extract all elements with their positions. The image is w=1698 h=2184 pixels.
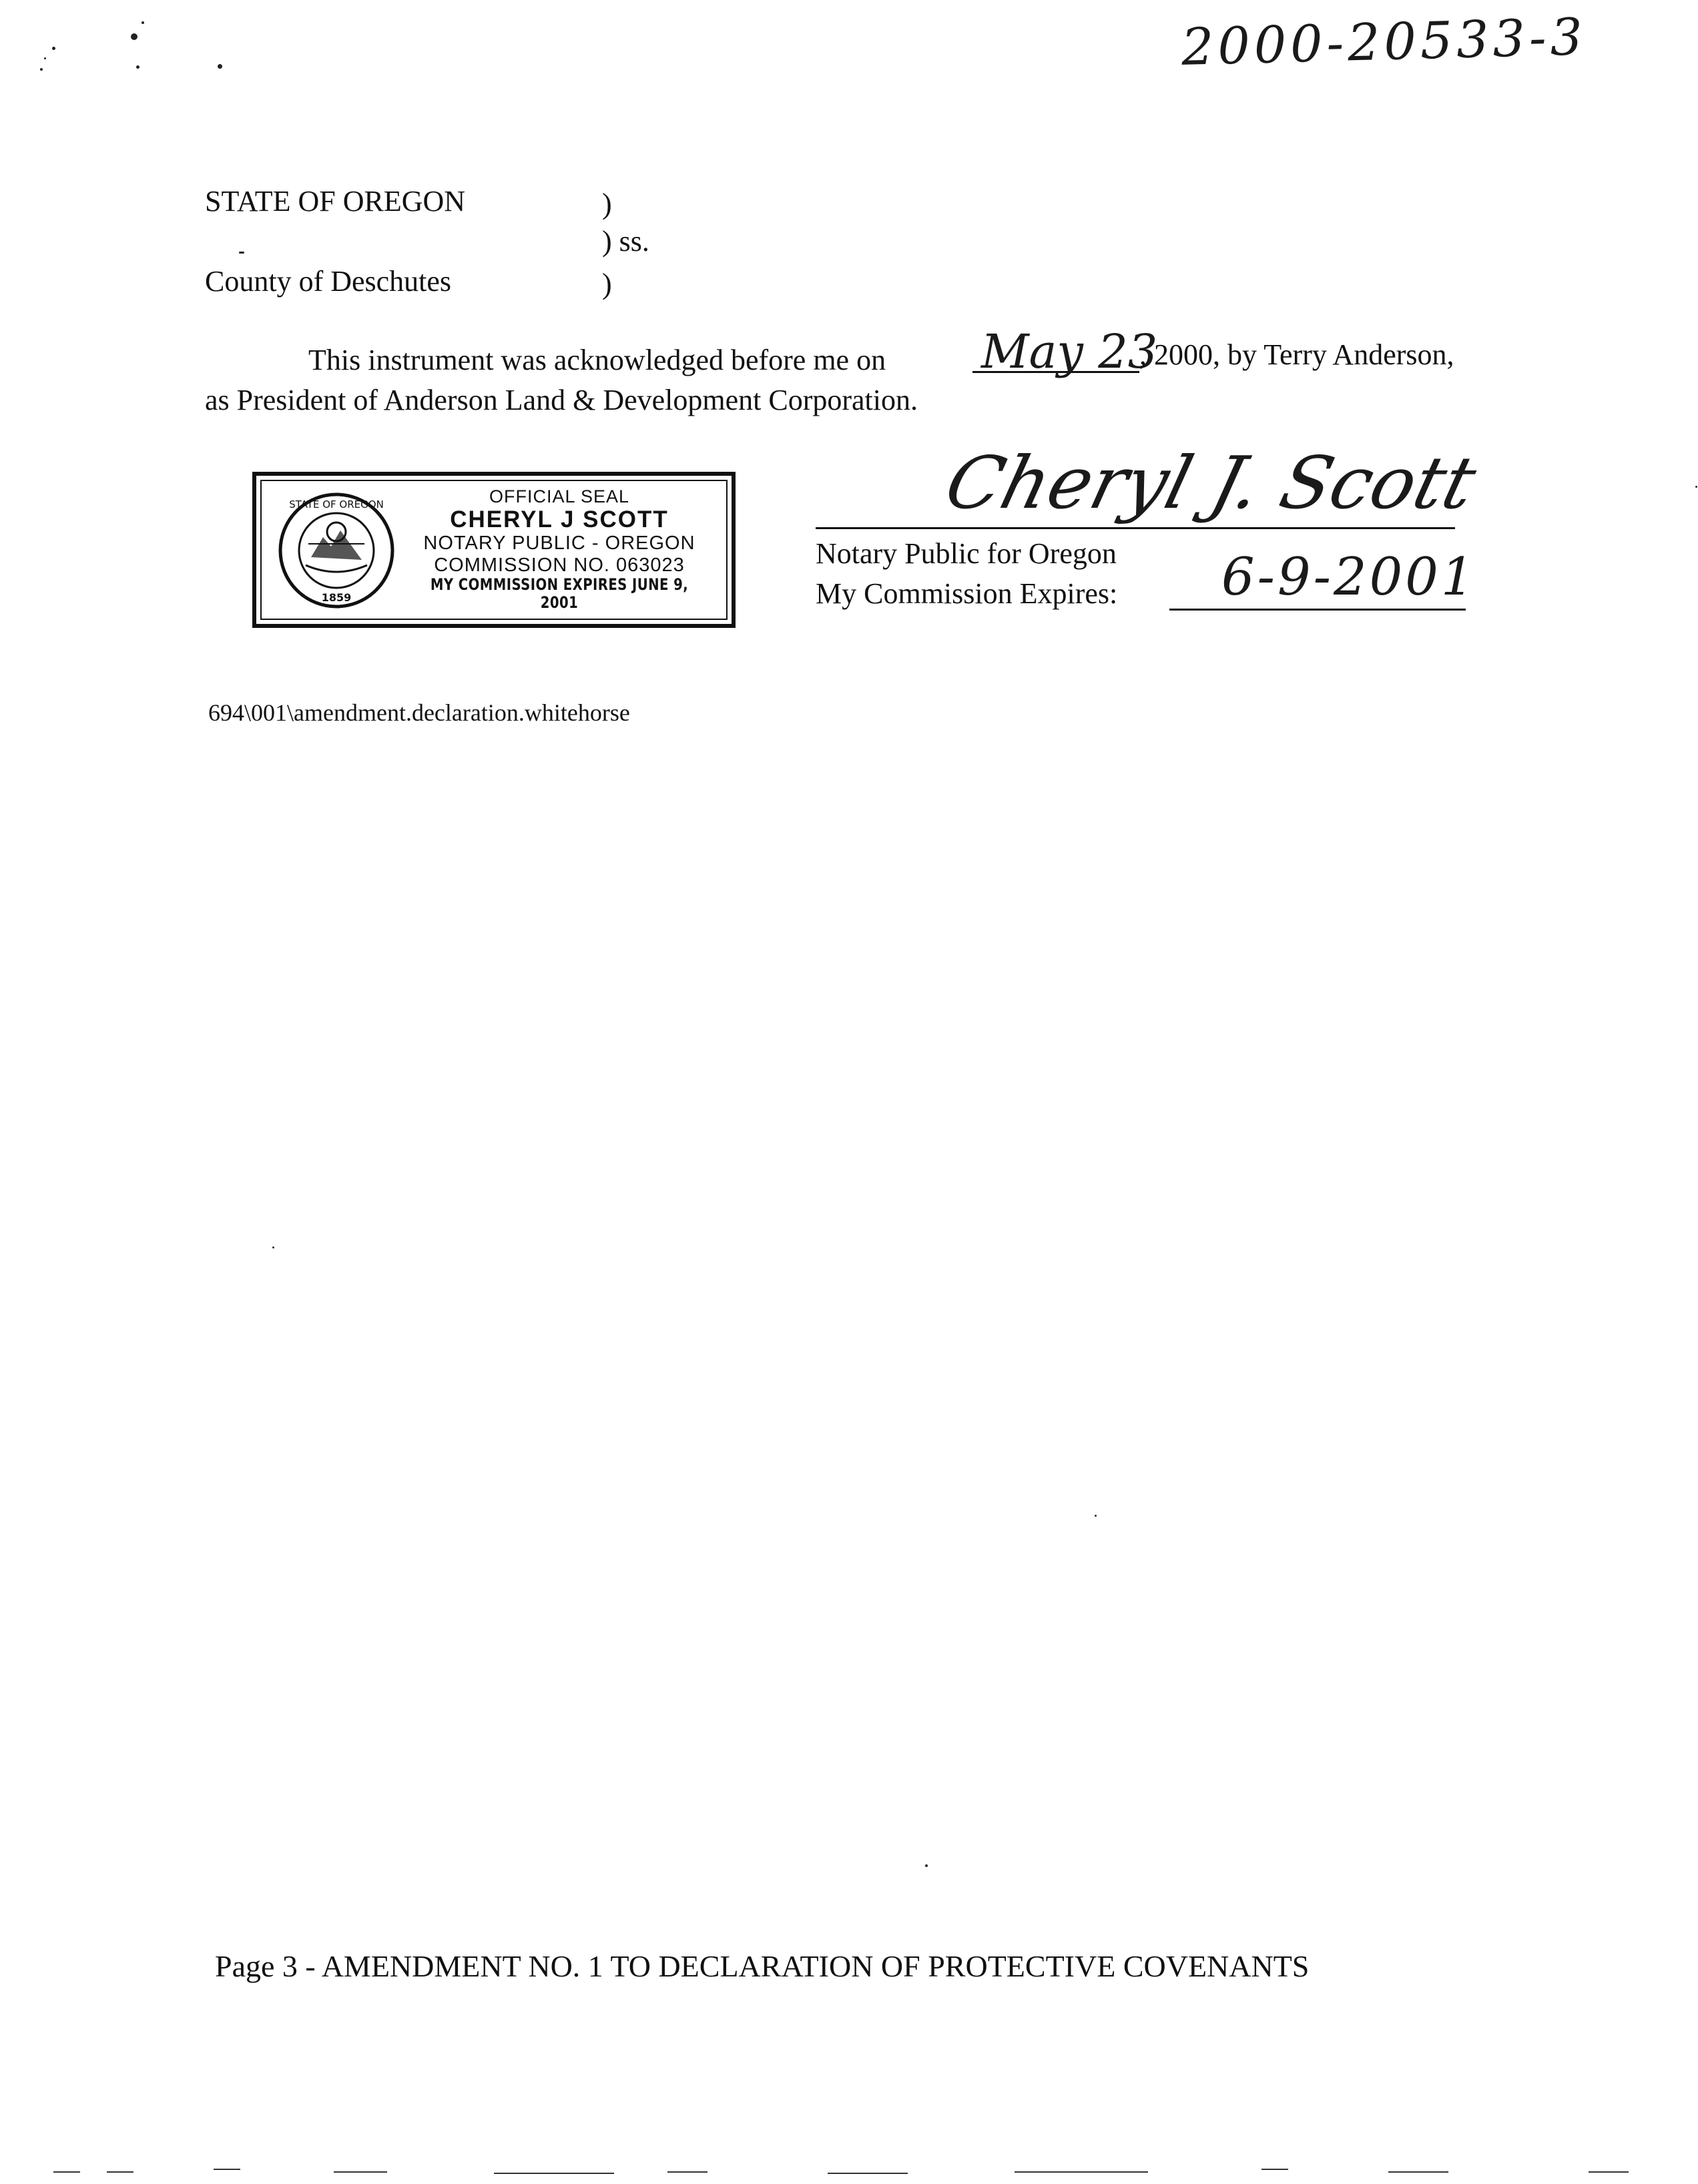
notary-public-for: Notary Public for Oregon bbox=[816, 537, 1117, 570]
acknowledgment-line2: as President of Anderson Land & Development Corporation. bbox=[205, 384, 918, 416]
page-footer: Page 3 - AMENDMENT NO. 1 TO DECLARATION OF PROTECTIVE COVENANTS bbox=[215, 1949, 1310, 1983]
emblem-ring-text: STATE OF OREGON bbox=[289, 498, 384, 510]
signature-line bbox=[816, 527, 1455, 529]
seal-line-expires: MY COMMISSION EXPIRES JUNE 9, 2001 bbox=[430, 575, 689, 613]
seal-line-name: CHERYL J SCOTT bbox=[450, 506, 669, 533]
document-number: 2000-20533-3 bbox=[1180, 7, 1587, 77]
file-reference: 694\001\amendment.declaration.whitehorse bbox=[208, 699, 630, 726]
venue-county: County of Deschutes bbox=[205, 265, 452, 298]
commission-expires-label: My Commission Expires: bbox=[816, 577, 1118, 610]
acknowledgment-line1-after: , 2000, by Terry Anderson, bbox=[1139, 338, 1454, 371]
commission-expires-value: 6-9-2001 bbox=[1221, 547, 1477, 607]
venue-paren-3: ) bbox=[602, 268, 612, 300]
notary-signature: Cheryl J. Scott bbox=[937, 442, 1484, 525]
venue-paren-1: ) bbox=[602, 188, 612, 220]
official-seal-stamp bbox=[252, 472, 736, 628]
seal-line-notary: NOTARY PUBLIC - OREGON bbox=[423, 532, 695, 555]
venue-state: STATE OF OREGON bbox=[205, 185, 466, 218]
venue-ss: ) ss. bbox=[602, 225, 649, 258]
seal-line-commission: COMMISSION NO. 063023 bbox=[434, 554, 685, 576]
handwritten-date: May 23 bbox=[981, 324, 1158, 379]
expires-blank-line bbox=[1169, 609, 1466, 611]
state-seal-emblem-icon bbox=[276, 490, 396, 611]
emblem-year: 1859 bbox=[321, 591, 352, 604]
acknowledgment-line1-before: This instrument was acknowledged before me on bbox=[308, 344, 886, 376]
seal-line-official: OFFICIAL SEAL bbox=[489, 486, 630, 506]
